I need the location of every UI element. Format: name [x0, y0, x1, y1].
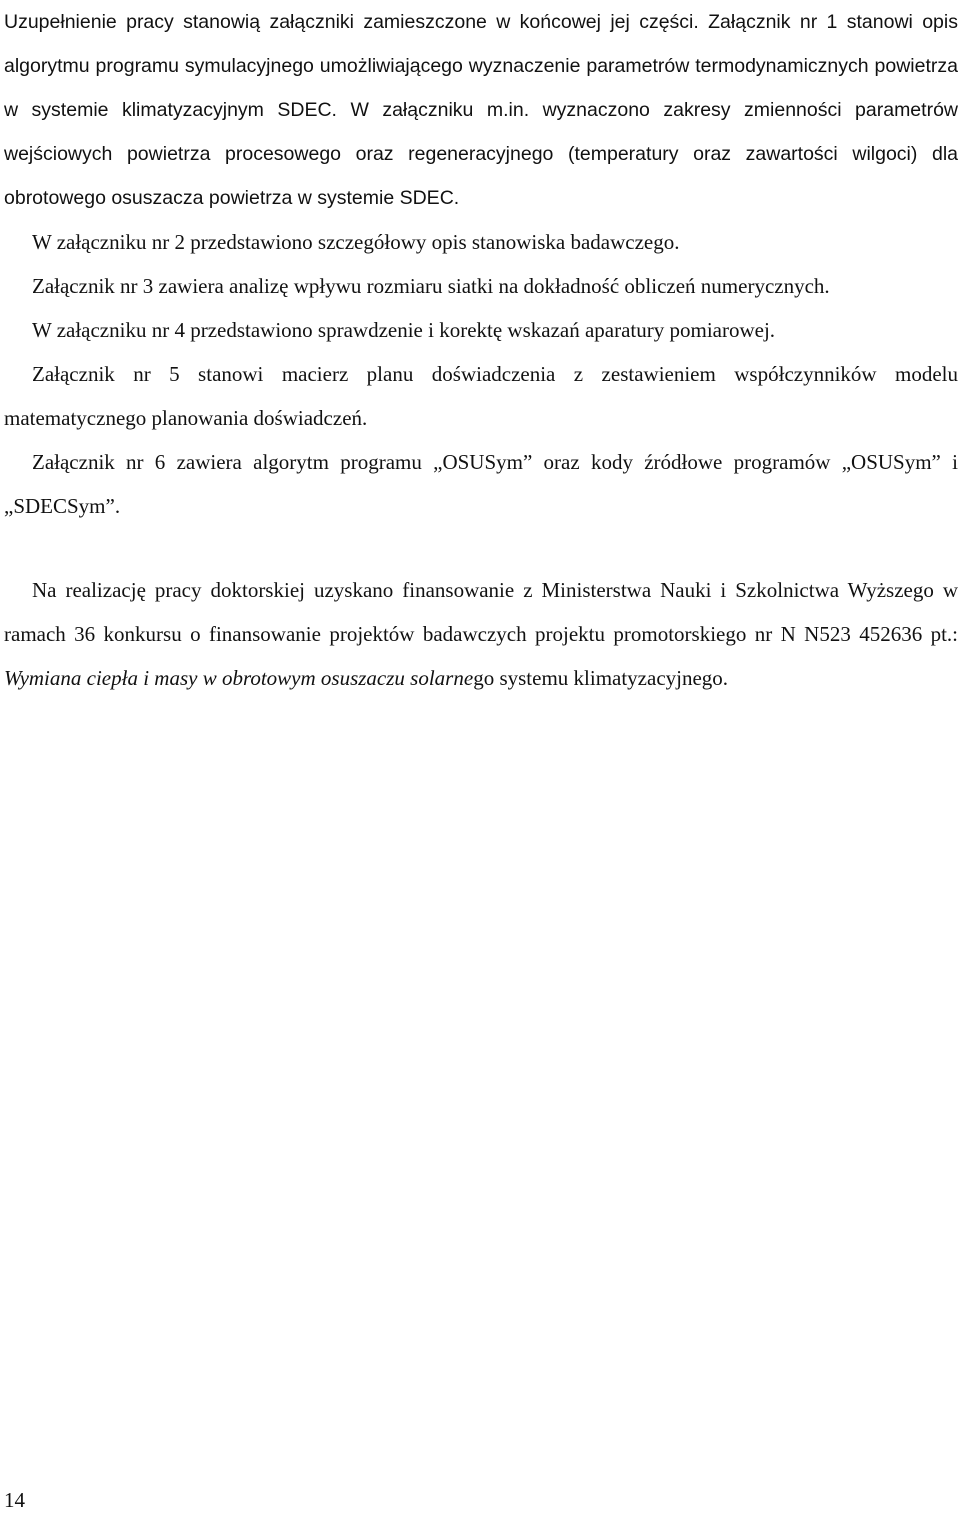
paragraph-annex-5: Załącznik nr 5 stanowi macierz planu doświadczenia z zestawieniem współczynników modelu matematycznego planowania doświadczeń. — [4, 362, 958, 430]
paragraph-annex-2: W załączniku nr 2 przedstawiono szczegółowy opis stanowiska badawczego. — [32, 230, 680, 254]
paragraph-spacer — [4, 528, 958, 568]
paragraph-annex-3: Załącznik nr 3 zawiera analizę wpływu rozmiaru siatki na dokładność obliczeń numerycznych. — [32, 274, 830, 298]
paragraph-annex-6: Załącznik nr 6 zawiera algorytm programu „OSUSym” oraz kody źródłowe programów „OSUSym” i „SDECSym”. — [4, 450, 958, 518]
funding-text: Na realizację pracy doktorskiej uzyskano finansowanie z Ministerstwa Nauki i Szkolnictwa Wyższego w ramach 36 konkursu o finansowanie projektów badawczych projektu promotorskiego nr N N523 452636 pt.: — [4, 578, 958, 646]
document-body — [4, 0, 958, 700]
project-title: Wymiana ciepła i masy w obrotowym osuszaczu solarne — [4, 666, 474, 690]
paragraph-annex-4: W załączniku nr 4 przedstawiono sprawdzenie i korektę wskazań aparatury pomiarowej. — [32, 318, 776, 342]
page-number: 14 — [4, 1488, 25, 1512]
funding-text-end: go systemu klimatyzacyjnego. — [473, 666, 729, 690]
paragraph-intro: Uzupełnienie pracy stanowią załączniki zamieszczone w końcowej jej części. Załącznik nr 1 stanowi opis algorytmu programu symulacyjnego umożliwiającego wyznaczenie parametrów termodynamicznych powietrza w systemie klimatyzacyjnym SDEC. W załączniku m.in. wyznaczono zakresy zmienności parametrów wejściowych powietrza procesowego oraz regeneracyjnego (temperatury oraz zawartości wilgoci) dla obrotowego osuszacza powietrza w systemie SDEC. — [4, 11, 958, 209]
paragraph-funding — [4, 568, 958, 700]
